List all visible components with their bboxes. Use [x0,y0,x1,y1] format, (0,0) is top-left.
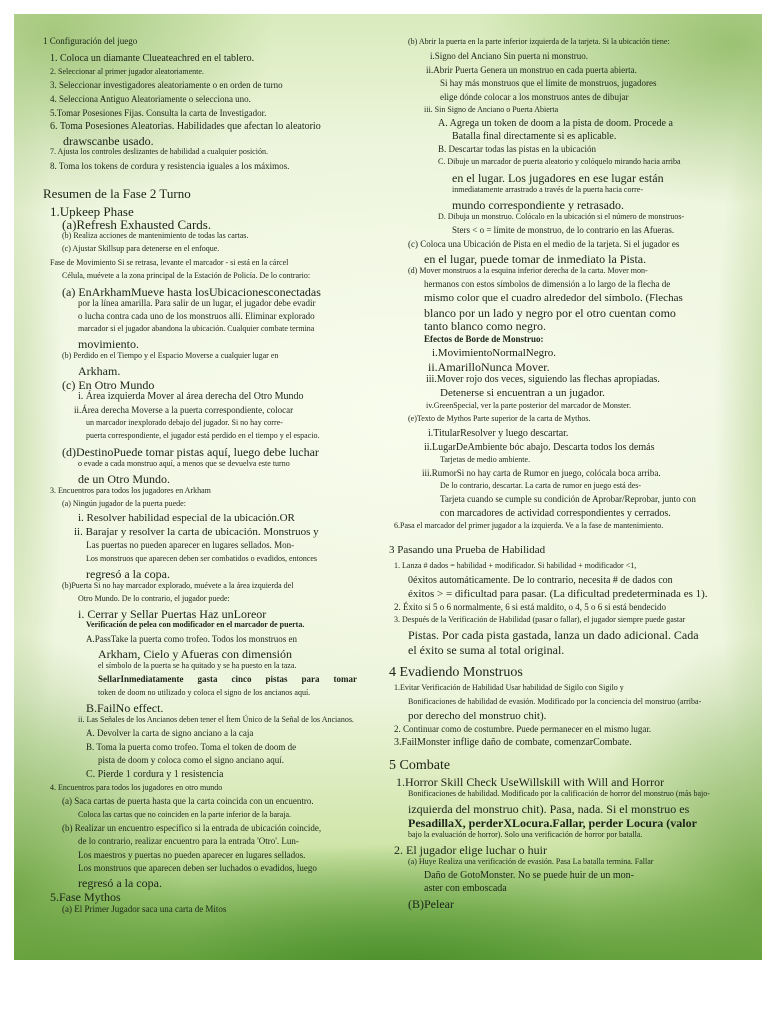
seal-immediately-2: token de doom no utilizado y coloca el signo de los ancianos aquí. [98,688,311,697]
combat-2-a-2: Daño de GotoMonster. No se puede huir de un mon- [424,870,634,881]
encounters-arkham-b: (b)Puerta Si no hay marcador explorado, muévete a la área izquierda del [62,581,294,590]
elder-signs-b-2: pista de doom y coloca como el signo anciano aquí. [98,755,284,765]
setup-step-4: 4. Selecciona Antiguo Aleatoriamente o selecciona uno. [50,94,251,104]
mythos-b-iii-d-2: Sters < o = límite de monstruo, de lo contrario en las Afueras. [452,225,675,235]
mythos-b-iii-a: A. Agrega un token de doom a la pista de doom. Procede a [438,118,673,129]
mythos-e-iii-4: con marcadores de actividad correspondientes y cerrados. [440,508,671,519]
combat-2-b: (B)Pelear [408,897,454,911]
encounters-arkham-a-ii-3: Los monstruos que aparecen deben ser combatidos o evadidos, entonces [86,554,318,563]
setup-step-1: 1. Coloca un diamante Clueateachred en el tablero. [50,53,255,64]
combat-title: 5 Combate [389,758,451,773]
evading-1: 1.Evitar Verificación de Habilidad Usar habilidad de Sigilo con Sigilo y [394,683,624,692]
skill-check-title: 3 Pasando una Prueba de Habilidad [389,544,546,556]
close-pass-2: Arkham, Cielo y Afueras con dimensión [98,647,292,661]
mythos-b-iii: iii. Sin Signo de Anciano o Puerta Abierta [424,105,559,114]
mythos-c: (c) Coloca una Ubicación de Pista en el medio de la tarjeta. Si el jugador es [408,239,680,249]
mythos-b-iii-b: B. Descartar todas las pistas en la ubicación [438,144,596,154]
movement-phase-cont: Célula, muévete a la zona principal de la Estación de Policía. De lo contrario: [62,271,311,280]
combat-1-5: bajo la evaluación de horror). Solo una verificación de horror por batalla. [408,830,643,839]
evading-1-3: por derecho del monstruo chit). [408,710,547,722]
skill-check-3: 3. Después de la Verificación de Habilidad (pasar o fallar), el jugador siempre puede gastar [394,615,686,624]
mythos-c-2: en el lugar, puede tomar de inmediato la Pista. [424,252,647,266]
encounters-arkham-a-ii-2: Las puertas no pueden aparecer en lugares sellados. Mon- [86,540,295,550]
movement-other-world: (c) En Otro Mundo [62,378,155,392]
setup-step-5: 5.Tomar Posesiones Fijas. Consulta la carta de Investigador. [50,108,267,118]
mythos-b-ii-2: Si hay más monstruos que el límite de monstruos, jugadores [440,78,657,88]
close-seal-gates-2: Verificación de pelea con modificador en el marcador de puerta. [86,620,305,629]
evading-title: 4 Evadiendo Monstruos [389,665,523,680]
movement-arkham-4: marcador si el jugador abandona la ubicación. Cualquier combate termina [78,324,315,333]
mythos-b-ii-3: elige dónde colocar a los monstruos antes de dibujar [440,92,629,102]
elder-signs-b: B. Toma la puerta como trofeo. Toma el token de doom de [86,742,297,752]
mythos-b-iii-c-4: mundo correspondiente y retrasado. [452,198,624,212]
mythos-e-ii: ii.LugarDeAmbiente bóc abajo. Descarta todos los demás [424,442,655,453]
encounters-arkham-a-ii: ii. Barajar y resolver la carta de ubicación. Monstruos y [74,526,319,538]
movement-lost: (b) Perdido en el Tiempo y el Espacio Moverse a cualquier lugar en [62,351,279,360]
skill-check-1-3: éxitos > = dificultad para pasar. (La dificultad predeterminada es 1). [408,588,708,600]
monster-edge-effects-iii-2: Detenerse si encuentran a un jugador. [440,387,605,399]
mythos-b-iii-c-2: en el lugar. Los jugadores en ese lugar están [452,171,664,185]
encounters-arkham-a-i: i. Resolver habilidad especial de la ubicación.OR [78,512,295,524]
monster-edge-effects-ii: ii.AmarilloNunca Mover. [428,360,550,374]
mythos-d-3: mismo color que el cuadro alrededor del símbolo. (Flechas [424,292,683,304]
setup-step-6-cont: drawscanbe usado. [63,134,154,148]
elder-signs: ii. Las Señales de los Ancianos deben tener el Ítem Único de la Señal de los Ancianos. [78,715,354,724]
skill-check-1: 1. Lanza # dados = habilidad + modificador. Si habilidad + modificador <1, [394,561,637,570]
mythos-e-iii: iii.RumorSi no hay carta de Rumor en juego, colócala boca arriba. [422,468,661,478]
monster-edge-effects-iii: iii.Mover rojo dos veces, siguiendo las flechas apropiadas. [426,374,660,385]
mythos-d-2: hermanos con estos símbolos de dimensión a lo largo de la flecha de [424,279,671,289]
turn-summary-title: Resumen de la Fase 2 Turno [43,186,191,201]
encounters-other-world-b: (b) Realizar un encuentro específico si la entrada de ubicación coincide, [62,823,322,833]
mythos-b-i: i.Signo del Anciano Sin puerta ni monstruo. [430,51,588,61]
encounters-arkham-b-2: Otro Mundo. De lo contrario, el jugador puede: [78,594,230,603]
movement-lost-2: Arkham. [78,364,121,378]
mythos-phase-a: (a) El Primer Jugador saca una carta de Mitos [62,904,227,914]
movement-other-world-i: i. Área izquierda Mover al área derecha del Otro Mundo [78,391,304,402]
mythos-phase: 5.Fase Mythos [50,890,121,904]
combat-2-a-3: aster con emboscada [424,883,507,894]
encounters-arkham-a-ii-4: regresó a la copa. [86,567,170,581]
close-fail: B.FailNo effect. [86,701,164,715]
encounters-other-world-a: (a) Saca cartas de puerta hasta que la carta coincida con un encuentro. [62,796,314,806]
combat-1-3: izquierda del monstruo chit). Pasa, nada. Si el monstruo es [408,802,690,816]
mythos-e-i: i.TitularResolver y luego descartar. [428,428,569,439]
mythos-e-iii-2: De lo contrario, descartar. La carta de rumor en juego está des- [440,481,642,490]
close-pass: A.PassTake la puerta como trofeo. Todos los monstruos en [86,634,298,644]
mythos-d: (d) Mover monstruos a la esquina inferior derecha de la carta. Mover mon- [408,266,648,275]
movement-arkham-2: por la línea amarilla. Para salir de un lugar, el jugador debe evadir [78,298,316,308]
encounters-other-world-b-4: Los monstruos que aparecen deben ser luchados o evadidos, luego [78,863,317,873]
movement-destiny: (d)DestinoPuede tomar pistas aquí, luego debe luchar [62,445,319,459]
mythos-b: (b) Abrir la puerta en la parte inferior izquierda de la tarjeta. Si la ubicación tiene: [408,37,670,46]
setup-step-2: 2. Seleccionar al primer jugador aleatoriamente. [50,67,204,76]
encounters-other-world: 4. Encuentros para todos los jugadores en otro mundo [50,783,223,792]
movement-destiny-3: de un Otro Mundo. [78,472,170,486]
rules-page [14,14,762,960]
mythos-e-ii-2: Tarjetas de medio ambiente. [440,455,531,464]
setup-title: 1 Configuración del juego [43,36,138,46]
setup-step-7: 7. Ajusta los controles deslizantes de habilidad a cualquier posición. [50,147,268,156]
mythos-d-4: blanco por un lado y negro por el otro cuentan como [424,306,676,320]
encounters-other-world-b-5: regresó a la copa. [78,876,162,890]
encounters-other-world-b-2: de lo contrario, realizar encuentro para la entrada 'Otro'. Lun- [78,836,299,846]
mythos-b-iii-a-2: Batalla final directamente si es aplicable. [452,131,617,142]
evading-2: 2. Continuar como de costumbre. Puede permanecer en el mismo lugar. [394,724,652,734]
mythos-d-5: tanto blanco como negro. [424,319,546,333]
encounters-arkham: 3. Encuentros para todos los jugadores en Arkham [50,486,211,495]
movement-other-world-ii-2: un marcador inexplorado debajo del jugador. Si no hay corre- [86,418,283,427]
movement-arkham: (a) EnArkhamMueve hasta losUbicacionesconectadas [62,285,321,299]
skill-check-3-3: el éxito se suma al total original. [408,643,565,657]
seal-immediately: SellarInmediatamente gasta cinco pistas para tomar [98,674,357,684]
upkeep-b: (b) Realiza acciones de mantenimiento de todas las cartas. [62,231,249,240]
combat-2: 2. El jugador elige luchar o huir [394,843,547,857]
upkeep-c: (c) Ajustar Skillsup para detenerse en el enfoque. [62,244,220,253]
encounters-other-world-b-3: Los maestros y puertas no pueden aparecer en lugares sellados. [78,850,306,860]
combat-1-4: PesadillaX, perderXLocura.Fallar, perder Locura (valor [408,816,697,830]
setup-step-8: 8. Toma los tokens de cordura y resistencia iguales a los máximos. [50,161,290,171]
evading-3: 3.FailMonster inflige daño de combate, comenzarCombate. [394,737,632,748]
elder-signs-a: A. Devolver la carta de signo anciano a la caja [86,728,254,738]
movement-other-world-ii-3: puerta correspondiente, el jugador está perdido en el tiempo y el espacio. [86,431,320,440]
mythos-b-iii-c: C. Dibuje un marcador de puerta aleatorio y colóquelo mirando hacia arriba [438,157,681,166]
evading-1-2: Bonificaciones de habilidad de evasión. Modificado por la conciencia del monstruo (arriba- [408,697,702,706]
upkeep-phase: 1.Upkeep Phase [50,204,134,219]
mythos-b-iii-d: D. Dibuja un monstruo. Colócalo en la ubicación si el número de monstruos- [438,212,685,221]
close-seal-gates: i. Cerrar y Sellar Puertas Haz unLoreor [78,607,267,621]
movement-arkham-3: o lucha contra cada uno de los monstruos allí. Eliminar explorado [78,311,315,321]
setup-step-3: 3. Seleccionar investigadores aleatoriamente o en orden de turno [50,80,283,90]
movement-arkham-5: movimiento. [78,337,139,351]
mythos-b-ii: ii.Abrir Puerta Genera un monstruo en cada puerta abierta. [426,65,637,75]
skill-check-3-2: Pistas. Por cada pista gastada, lanza un dado adicional. Cada [408,628,699,642]
encounters-arkham-a: (a) Ningún jugador de la puerta puede: [62,499,186,508]
skill-check-1-2: 0éxitos automáticamente. De lo contrario, necesita # de dados con [408,575,673,586]
movement-phase: Fase de Movimiento Si se retrasa, levante el marcador - si está en la cárcel [50,258,289,267]
combat-2-a: (a) Huye Realiza una verificación de evasión. Pasa La batalla termina. Fallar [408,857,654,866]
close-pass-3: el símbolo de la puerta se ha quitado y se ha puesto en la taza. [98,661,297,670]
monster-edge-effects-i: i.MovimientoNormalNegro. [432,347,557,359]
monster-edge-effects: Efectos de Borde de Monstruo: [424,334,544,344]
movement-destiny-2: o evade a cada monstruo aquí, a menos que se devuelva este turno [78,459,290,468]
elder-signs-c: C. Pierde 1 cordura y 1 resistencia [86,769,224,780]
encounters-other-world-a-2: Coloca las cartas que no coinciden en la parte inferior de la baraja. [78,810,292,819]
mythos-e-iii-3: Tarjeta cuando se cumple su condición de Aprobar/Reprobar, junto con [440,494,696,504]
upkeep-a: (a)Refresh Exhausted Cards. [62,217,212,232]
combat-1: 1.Horror Skill Check UseWillskill with Will and Horror [396,775,665,789]
mythos-b-iii-c-3: inmediatamente arrastrado a través de la puerta hacia corre- [452,185,644,194]
setup-step-6: 6. Toma Posesiones Aleatorias. Habilidades que afectan lo aleatorio [50,121,321,132]
mythos-e: (e)Texto de Mythos Parte superior de la carta de Mythos. [408,414,591,423]
skill-check-2: 2. Éxito si 5 o 6 normalmente, 6 si está maldito, o 4, 5 o 6 si está bendecido [394,602,666,612]
mythos-6: 6.Pasa el marcador del primer jugador a la izquierda. Ve a la fase de mantenimiento. [394,521,664,530]
monster-edge-effects-iv: iv.GreenSpecial, ver la parte posterior del marcador de Monster. [426,401,631,410]
combat-1-2: Bonificaciones de habilidad. Modificado por la calificación de horror del monstruo (más bajo- [408,789,710,798]
movement-other-world-ii: ii.Área derecha Moverse a la puerta correspondiente, colocar [74,405,294,415]
